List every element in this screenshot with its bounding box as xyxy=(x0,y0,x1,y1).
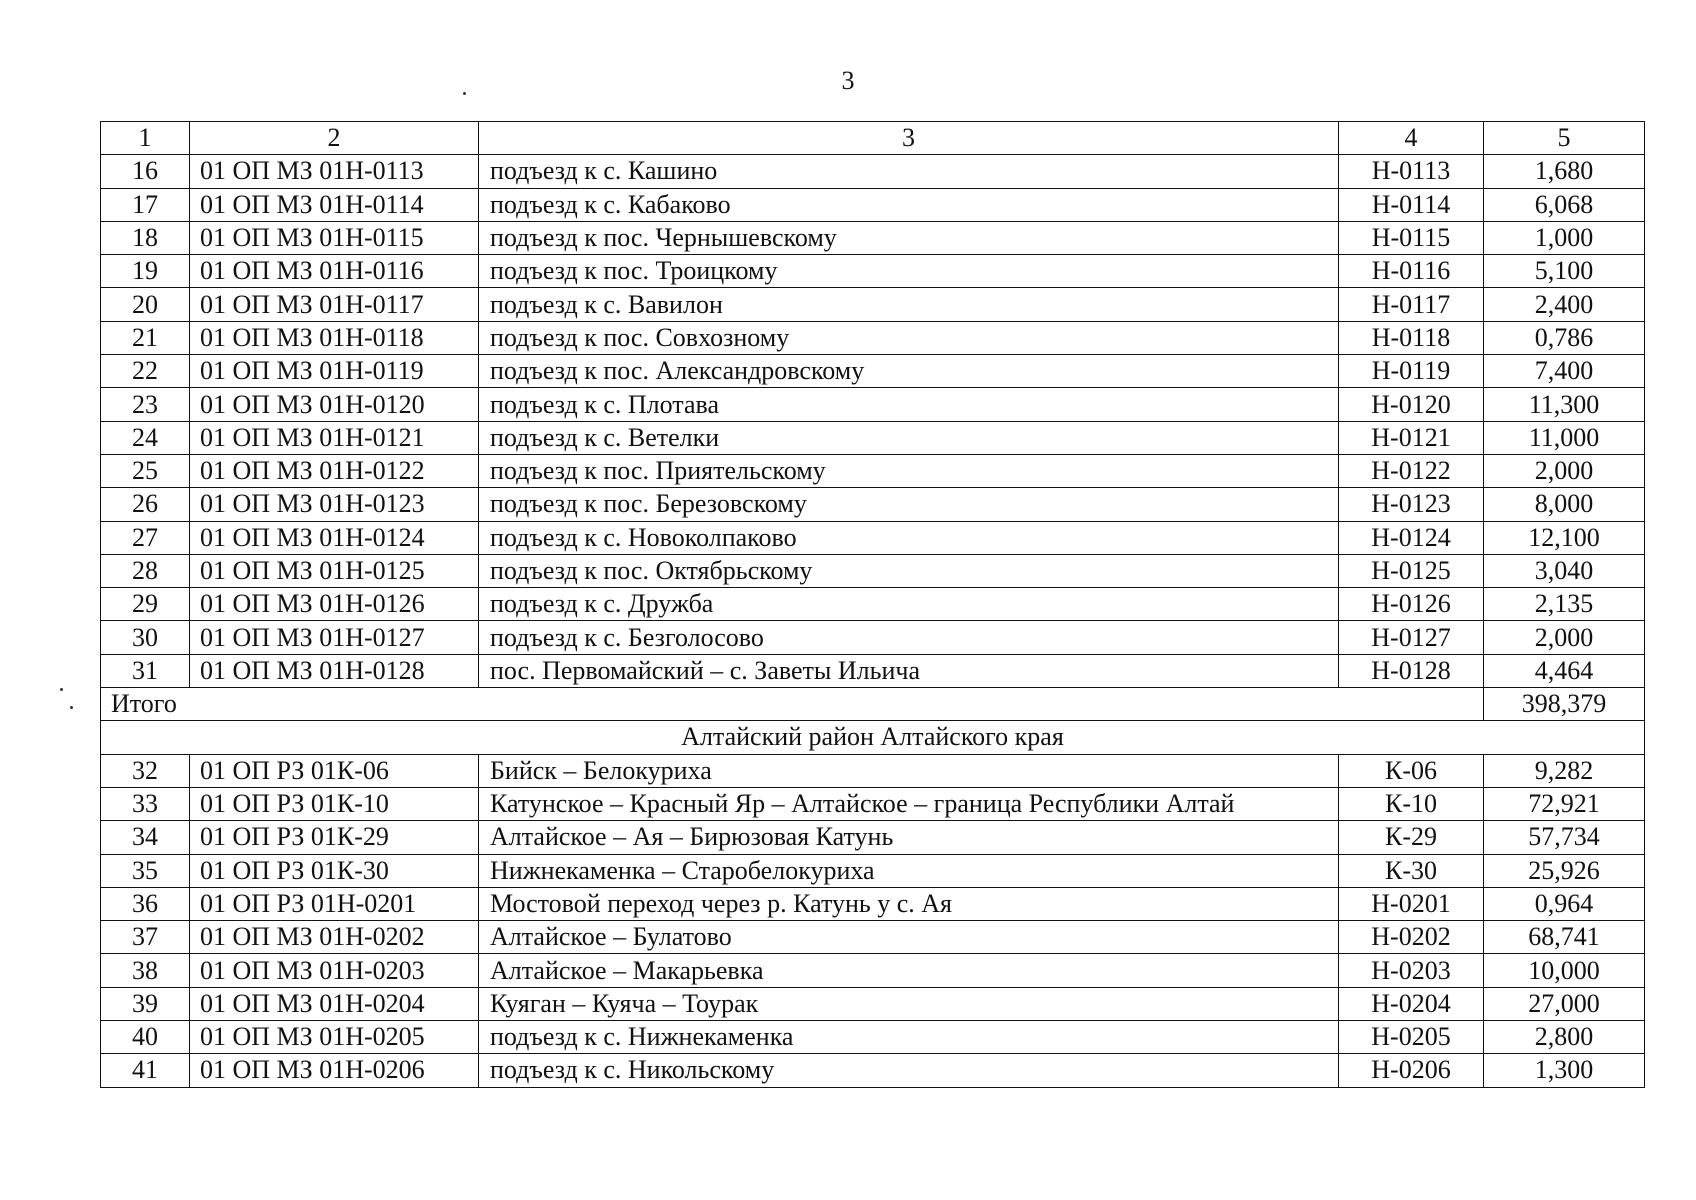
road-index-cell: Н-0127 xyxy=(1339,621,1484,654)
road-length-cell: 3,040 xyxy=(1484,554,1645,587)
road-code-cell: 01 ОП МЗ 01Н-0118 xyxy=(190,321,479,354)
road-index-cell: Н-0204 xyxy=(1339,987,1484,1020)
table-row xyxy=(101,221,1645,254)
road-name-cell: Бийск – Белокуриха xyxy=(479,754,1339,787)
road-length-cell: 68,741 xyxy=(1484,921,1645,954)
total-value: 398,379 xyxy=(1484,688,1645,721)
road-index-cell: Н-0128 xyxy=(1339,654,1484,687)
road-index-cell: Н-0114 xyxy=(1339,188,1484,221)
row-number-cell: 21 xyxy=(101,321,190,354)
road-length-cell: 4,464 xyxy=(1484,654,1645,687)
table-row xyxy=(101,787,1645,820)
road-index-cell: Н-0123 xyxy=(1339,488,1484,521)
road-code-cell: 01 ОП МЗ 01Н-0203 xyxy=(190,954,479,987)
road-length-cell: 2,800 xyxy=(1484,1021,1645,1054)
row-number-cell: 22 xyxy=(101,355,190,388)
row-number-cell: 20 xyxy=(101,288,190,321)
table-row xyxy=(101,388,1645,421)
row-number-cell: 41 xyxy=(101,1054,190,1087)
table-row xyxy=(101,821,1645,854)
road-name-cell: Алтайское – Булатово xyxy=(479,921,1339,954)
table-row xyxy=(101,887,1645,920)
table-body-bottom xyxy=(101,754,1645,1087)
road-code-cell: 01 ОП МЗ 01Н-0119 xyxy=(190,355,479,388)
row-number-cell: 18 xyxy=(101,221,190,254)
table-row xyxy=(101,754,1645,787)
road-code-cell: 01 ОП МЗ 01Н-0117 xyxy=(190,288,479,321)
road-name-cell: Мостовой переход через р. Катунь у с. Ая xyxy=(479,887,1339,920)
road-index-cell: Н-0202 xyxy=(1339,921,1484,954)
road-index-cell: Н-0118 xyxy=(1339,321,1484,354)
scan-speck xyxy=(463,92,466,95)
column-header: 2 xyxy=(190,122,479,155)
road-length-cell: 57,734 xyxy=(1484,821,1645,854)
road-name-cell: Алтайское – Макарьевка xyxy=(479,954,1339,987)
header-row xyxy=(101,122,1645,155)
row-number-cell: 28 xyxy=(101,554,190,587)
road-code-cell: 01 ОП МЗ 01Н-0120 xyxy=(190,388,479,421)
road-name-cell: подъезд к пос. Березовскому xyxy=(479,488,1339,521)
road-name-cell: Куяган – Куяча – Тоурак xyxy=(479,987,1339,1020)
table-row xyxy=(101,554,1645,587)
table-header xyxy=(101,122,1645,155)
road-index-cell: Н-0120 xyxy=(1339,388,1484,421)
road-name-cell: подъезд к с. Кашино xyxy=(479,155,1339,188)
table-row xyxy=(101,521,1645,554)
road-name-cell: Нижнекаменка – Старобелокуриха xyxy=(479,854,1339,887)
table-row xyxy=(101,355,1645,388)
road-code-cell: 01 ОП РЗ 01К-30 xyxy=(190,854,479,887)
row-number-cell: 39 xyxy=(101,987,190,1020)
road-length-cell: 27,000 xyxy=(1484,987,1645,1020)
row-number-cell: 34 xyxy=(101,821,190,854)
road-name-cell: подъезд к с. Кабаково xyxy=(479,188,1339,221)
table-row xyxy=(101,488,1645,521)
road-code-cell: 01 ОП МЗ 01Н-0204 xyxy=(190,987,479,1020)
road-code-cell: 01 ОП МЗ 01Н-0128 xyxy=(190,654,479,687)
row-number-cell: 24 xyxy=(101,421,190,454)
table-row xyxy=(101,921,1645,954)
road-length-cell: 11,300 xyxy=(1484,388,1645,421)
road-name-cell: подъезд к с. Никольскому xyxy=(479,1054,1339,1087)
road-code-cell: 01 ОП МЗ 01Н-0113 xyxy=(190,155,479,188)
road-length-cell: 72,921 xyxy=(1484,787,1645,820)
road-index-cell: Н-0126 xyxy=(1339,588,1484,621)
section-row xyxy=(101,721,1645,754)
total-blank-cell xyxy=(1339,688,1484,721)
total-label: Итого xyxy=(101,688,1339,721)
road-name-cell: подъезд к пос. Совхозному xyxy=(479,321,1339,354)
road-name-cell: подъезд к с. Плотава xyxy=(479,388,1339,421)
table-row xyxy=(101,654,1645,687)
road-code-cell: 01 ОП МЗ 01Н-0127 xyxy=(190,621,479,654)
section-title: Алтайский район Алтайского края xyxy=(101,721,1645,754)
road-index-cell: Н-0113 xyxy=(1339,155,1484,188)
road-length-cell: 2,000 xyxy=(1484,454,1645,487)
table-body-top xyxy=(101,155,1645,688)
road-index-cell: Н-0122 xyxy=(1339,454,1484,487)
road-index-cell: Н-0121 xyxy=(1339,421,1484,454)
row-number-cell: 36 xyxy=(101,887,190,920)
table-row xyxy=(101,854,1645,887)
column-header: 3 xyxy=(479,122,1339,155)
road-code-cell: 01 ОП МЗ 01Н-0205 xyxy=(190,1021,479,1054)
road-length-cell: 1,000 xyxy=(1484,221,1645,254)
row-number-cell: 16 xyxy=(101,155,190,188)
road-code-cell: 01 ОП РЗ 01Н-0201 xyxy=(190,887,479,920)
road-index-cell: Н-0201 xyxy=(1339,887,1484,920)
road-index-cell: Н-0116 xyxy=(1339,255,1484,288)
road-name-cell: Катунское – Красный Яр – Алтайское – граница Республики Алтай xyxy=(479,787,1339,820)
road-name-cell: подъезд к пос. Октябрьскому xyxy=(479,554,1339,587)
table-row xyxy=(101,321,1645,354)
road-length-cell: 25,926 xyxy=(1484,854,1645,887)
table-row xyxy=(101,421,1645,454)
road-name-cell: подъезд к с. Вавилон xyxy=(479,288,1339,321)
road-name-cell: подъезд к пос. Приятельскому xyxy=(479,454,1339,487)
road-length-cell: 12,100 xyxy=(1484,521,1645,554)
road-length-cell: 1,680 xyxy=(1484,155,1645,188)
row-number-cell: 27 xyxy=(101,521,190,554)
row-number-cell: 31 xyxy=(101,654,190,687)
road-code-cell: 01 ОП РЗ 01К-29 xyxy=(190,821,479,854)
road-index-cell: Н-0115 xyxy=(1339,221,1484,254)
total-row xyxy=(101,688,1645,721)
table-row xyxy=(101,1054,1645,1087)
column-header: 1 xyxy=(101,122,190,155)
scan-speck xyxy=(70,706,73,709)
row-number-cell: 32 xyxy=(101,754,190,787)
road-length-cell: 2,000 xyxy=(1484,621,1645,654)
road-name-cell: подъезд к пос. Троицкому xyxy=(479,255,1339,288)
road-length-cell: 0,786 xyxy=(1484,321,1645,354)
table-row xyxy=(101,255,1645,288)
road-length-cell: 8,000 xyxy=(1484,488,1645,521)
road-name-cell: подъезд к с. Безголосово xyxy=(479,621,1339,654)
road-index-cell: К-29 xyxy=(1339,821,1484,854)
road-index-cell: Н-0119 xyxy=(1339,355,1484,388)
road-name-cell: пос. Первомайский – с. Заветы Ильича xyxy=(479,654,1339,687)
row-number-cell: 19 xyxy=(101,255,190,288)
road-index-cell: К-30 xyxy=(1339,854,1484,887)
road-name-cell: подъезд к с. Новоколпаково xyxy=(479,521,1339,554)
road-code-cell: 01 ОП МЗ 01Н-0206 xyxy=(190,1054,479,1087)
road-code-cell: 01 ОП МЗ 01Н-0124 xyxy=(190,521,479,554)
column-header: 5 xyxy=(1484,122,1645,155)
row-number-cell: 23 xyxy=(101,388,190,421)
road-index-cell: Н-0124 xyxy=(1339,521,1484,554)
road-length-cell: 7,400 xyxy=(1484,355,1645,388)
road-code-cell: 01 ОП МЗ 01Н-0125 xyxy=(190,554,479,587)
road-name-cell: подъезд к с. Дружба xyxy=(479,588,1339,621)
road-name-cell: подъезд к с. Нижнекаменка xyxy=(479,1021,1339,1054)
table-row xyxy=(101,954,1645,987)
table-row xyxy=(101,1021,1645,1054)
road-index-cell: Н-0205 xyxy=(1339,1021,1484,1054)
road-code-cell: 01 ОП МЗ 01Н-0123 xyxy=(190,488,479,521)
road-index-cell: Н-0203 xyxy=(1339,954,1484,987)
road-index-cell: К-06 xyxy=(1339,754,1484,787)
table-row xyxy=(101,454,1645,487)
row-number-cell: 26 xyxy=(101,488,190,521)
table-row xyxy=(101,621,1645,654)
road-code-cell: 01 ОП МЗ 01Н-0121 xyxy=(190,421,479,454)
row-number-cell: 29 xyxy=(101,588,190,621)
road-length-cell: 10,000 xyxy=(1484,954,1645,987)
road-index-cell: К-10 xyxy=(1339,787,1484,820)
roads-table xyxy=(100,121,1645,1088)
road-index-cell: Н-0206 xyxy=(1339,1054,1484,1087)
table-total-section xyxy=(101,688,1645,755)
row-number-cell: 33 xyxy=(101,787,190,820)
road-length-cell: 6,068 xyxy=(1484,188,1645,221)
row-number-cell: 17 xyxy=(101,188,190,221)
table-row xyxy=(101,155,1645,188)
road-length-cell: 11,000 xyxy=(1484,421,1645,454)
road-length-cell: 0,964 xyxy=(1484,887,1645,920)
road-code-cell: 01 ОП МЗ 01Н-0202 xyxy=(190,921,479,954)
road-index-cell: Н-0125 xyxy=(1339,554,1484,587)
road-length-cell: 9,282 xyxy=(1484,754,1645,787)
road-code-cell: 01 ОП МЗ 01Н-0126 xyxy=(190,588,479,621)
road-index-cell: Н-0117 xyxy=(1339,288,1484,321)
table-row xyxy=(101,188,1645,221)
row-number-cell: 38 xyxy=(101,954,190,987)
table-row xyxy=(101,288,1645,321)
road-length-cell: 1,300 xyxy=(1484,1054,1645,1087)
road-code-cell: 01 ОП МЗ 01Н-0116 xyxy=(190,255,479,288)
page-number: 3 xyxy=(841,66,855,95)
row-number-cell: 25 xyxy=(101,454,190,487)
road-length-cell: 2,400 xyxy=(1484,288,1645,321)
row-number-cell: 35 xyxy=(101,854,190,887)
row-number-cell: 40 xyxy=(101,1021,190,1054)
scan-speck xyxy=(60,688,63,691)
table-row xyxy=(101,588,1645,621)
row-number-cell: 30 xyxy=(101,621,190,654)
road-code-cell: 01 ОП МЗ 01Н-0114 xyxy=(190,188,479,221)
road-code-cell: 01 ОП МЗ 01Н-0122 xyxy=(190,454,479,487)
road-name-cell: подъезд к с. Ветелки xyxy=(479,421,1339,454)
road-length-cell: 2,135 xyxy=(1484,588,1645,621)
road-code-cell: 01 ОП РЗ 01К-06 xyxy=(190,754,479,787)
road-code-cell: 01 ОП РЗ 01К-10 xyxy=(190,787,479,820)
column-header: 4 xyxy=(1339,122,1484,155)
road-name-cell: подъезд к пос. Чернышевскому xyxy=(479,221,1339,254)
row-number-cell: 37 xyxy=(101,921,190,954)
table-row xyxy=(101,987,1645,1020)
road-code-cell: 01 ОП МЗ 01Н-0115 xyxy=(190,221,479,254)
road-name-cell: подъезд к пос. Александровскому xyxy=(479,355,1339,388)
road-length-cell: 5,100 xyxy=(1484,255,1645,288)
road-name-cell: Алтайское – Ая – Бирюзовая Катунь xyxy=(479,821,1339,854)
